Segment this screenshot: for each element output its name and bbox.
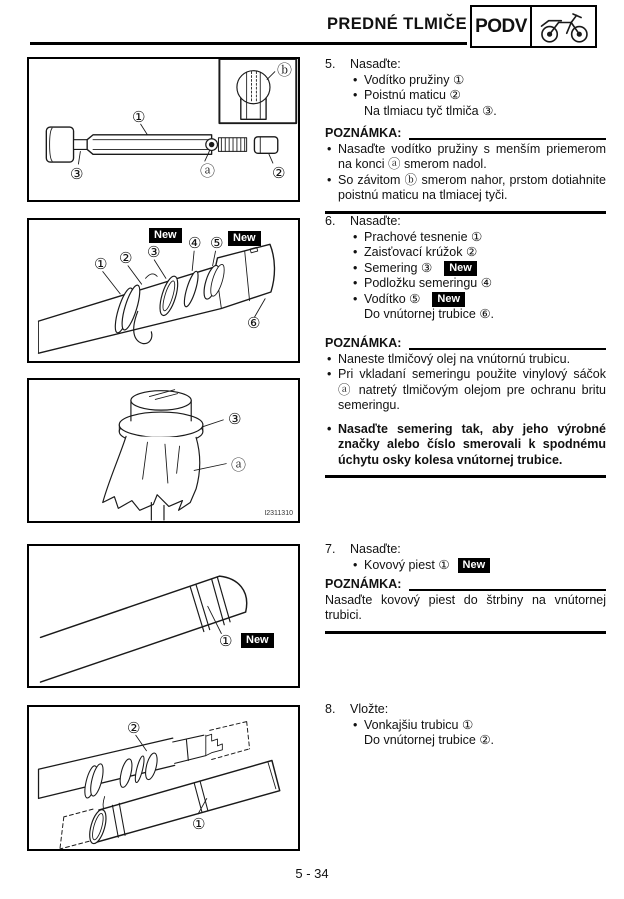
step-continuation: Do vnútornej trubice ②. [364,733,495,747]
note-rule [409,336,606,350]
step-8 [325,702,606,749]
page-number: 5 - 34 [295,866,329,881]
figure-oil-seal-vinyl-bag [27,378,300,523]
note-block [325,577,606,634]
figure-tube-insertion [27,705,300,851]
callout-2: ② [127,719,141,737]
step-action: Nasaďte: [350,57,401,71]
callout-2: ② [119,249,133,267]
note-text: Nasaďte kovový piest do štrbiny na vnútornej trubici. [325,592,606,622]
step-item: • Vonkajšiu trubicu ① [352,718,606,734]
motorcycle-icon [532,7,595,46]
figure-inner-tube-seals [27,218,300,363]
section-tag: PODV [472,7,532,46]
step-item: • Prachové tesnenie ① [352,230,606,246]
note-block [325,336,606,478]
note-title: POZNÁMKA: [325,126,402,140]
new-badge: New [432,292,465,307]
step-number: 5. [325,57,336,71]
new-badge: New [149,228,182,243]
step-item: • Vodítko pružiny ① [352,73,606,89]
figure-metal-piston [27,544,300,688]
step-number: 7. [325,542,336,556]
figure-code: I2311310 [264,510,293,517]
callout-b: ⓑ [277,61,293,79]
new-badge: New [458,558,491,573]
callout-1: ① [132,108,146,126]
callout-a: ⓐ [200,162,216,180]
page-title: PREDNÉ TLMIČE [327,15,467,33]
step-number: 8. [325,702,336,716]
note-bullet: • Pri vkladaní semeringu použite vinylový sáčok ⓐ natretý tlmičovým olejom pre ochranu britu semeringu. [325,367,606,414]
note-title: POZNÁMKA: [325,577,402,591]
callout-2: ② [272,164,286,182]
step-number: 6. [325,214,336,228]
callout-4: ④ [188,234,202,252]
callout-1: ① [94,255,108,273]
note-rule [409,126,606,140]
step-item: • Vodítko ⑤ New [352,292,606,308]
step-continuation: Na tlmiacu tyč tlmiča ③. [364,103,497,118]
step-6 [325,214,606,323]
step-action: Vložte: [350,702,389,716]
new-badge: New [228,231,261,246]
step-action: Nasaďte: [350,214,401,228]
step-item: • Kovový piest ① New [352,558,606,574]
step-5 [325,57,606,119]
new-badge: New [444,261,477,276]
step-item: • Zaisťovací krúžok ② [352,245,606,261]
callout-6: ⑥ [247,314,261,332]
callout-1: ① [219,632,233,650]
callout-3: ③ [147,243,161,261]
step-item: • Podložku semeringu ④ [352,276,606,292]
note-bullet: • Nasaďte vodítko pružiny s menším priemerom na konci ⓐ smerom nadol. [325,142,606,173]
new-badge: New [241,633,274,648]
callout-3: ③ [70,165,84,183]
step-7 [325,542,606,573]
note-bullet: • Nasaďte semering tak, aby jeho výrobné značky alebo číslo smerovali k spodnému úchytu osky kolesa vnútornej trubice. [325,422,606,469]
section-tag-box [470,5,597,48]
note-bullet: • So závitom ⓑ smerom nahor, prstom dotiahnite poistnú maticu na tlmiacej tyči. [325,173,606,204]
note-block [325,126,606,214]
step-item: • Poistnú maticu ② [352,88,606,104]
figure-damper-rod [27,57,300,202]
note-bullet: • Naneste tlmičový olej na vnútornú trubicu. [325,352,606,368]
step-continuation: Do vnútornej trubice ⑥. [364,307,495,321]
callout-3: ③ [228,410,242,428]
step-item: • Semering ③ New [352,261,606,277]
step-action: Nasaďte: [350,542,401,556]
note-title: POZNÁMKA: [325,336,402,350]
note-rule [409,577,606,591]
callout-a: ⓐ [231,456,247,474]
callout-5: ⑤ [210,234,224,252]
title-underline [30,42,467,45]
callout-1: ① [192,815,206,833]
